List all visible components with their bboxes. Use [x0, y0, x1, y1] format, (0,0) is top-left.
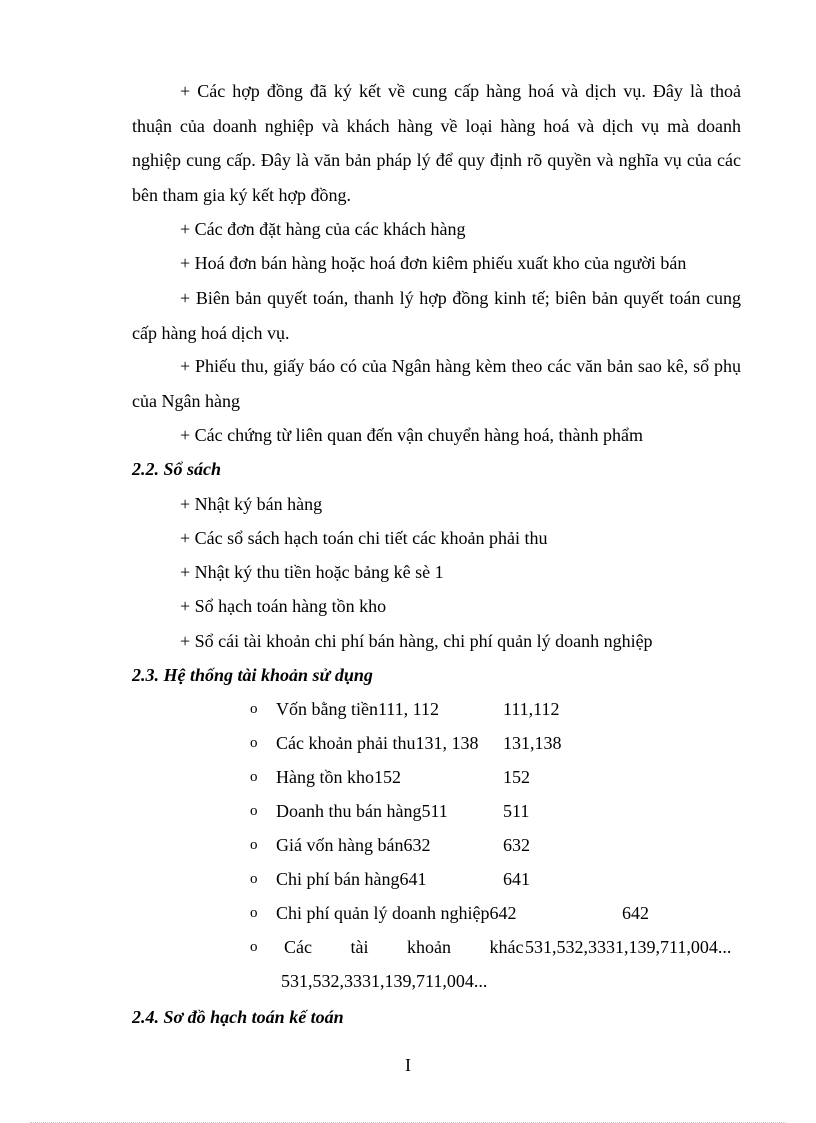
- circle-bullet-icon: o: [250, 735, 258, 751]
- account-code: 632: [503, 835, 530, 855]
- account-code: 642: [622, 903, 649, 923]
- account-label: Chi phí bán hàng641: [276, 869, 427, 889]
- account-item: [250, 692, 750, 726]
- paragraph-settlement: + Biên bản quyết toán, thanh lý hợp đồng kinh tế; biên bản quyết toán cung cấp hàng hoá dịch vụ.: [132, 288, 741, 343]
- account-item: [250, 828, 750, 862]
- heading-accounts: 2.3. Hệ thống tài khoản sử dụng: [132, 665, 373, 685]
- page-number: I: [405, 1055, 411, 1075]
- account-label: Doanh thu bán hàng511: [276, 801, 448, 821]
- book-item: + Nhật ký thu tiền hoặc bảng kê sè 1: [180, 562, 444, 582]
- account-item: [250, 896, 750, 930]
- account-item: [250, 862, 750, 896]
- book-item: + Các sổ sách hạch toán chi tiết các khoản phải thu: [180, 528, 548, 548]
- circle-bullet-icon: o: [250, 701, 258, 717]
- circle-bullet-icon: o: [250, 769, 258, 785]
- heading-books: 2.2. Sổ sách: [132, 459, 222, 479]
- account-code: 511: [503, 801, 530, 821]
- account-code: 131,138: [503, 733, 562, 753]
- circle-bullet-icon: o: [250, 803, 258, 819]
- paragraph-invoices: + Hoá đơn bán hàng hoặc hoá đơn kiêm phiếu xuất kho của người bán: [180, 253, 687, 273]
- paragraph-receipts: + Phiếu thu, giấy báo có của Ngân hàng kèm theo các văn bản sao kê, sổ phụ của Ngân hàng: [132, 356, 741, 411]
- paragraph-orders: + Các đơn đặt hàng của các khách hàng: [180, 219, 466, 239]
- account-item: [250, 930, 750, 964]
- book-item: + Sổ cái tài khoản chi phí bán hàng, chi phí quản lý doanh nghiệp: [180, 631, 653, 651]
- heading-diagram: 2.4. Sơ đồ hạch toán kế toán: [132, 1007, 344, 1027]
- account-item: [250, 726, 750, 760]
- account-label: Giá vốn hàng bán632: [276, 835, 431, 855]
- account-item: [250, 794, 750, 828]
- account-code: 641: [503, 869, 530, 889]
- account-label: Hàng tồn kho152: [276, 767, 401, 787]
- account-code-continuation: 531,532,3331,139,711,004...: [281, 971, 488, 991]
- account-label: Các tài khoản khác: [284, 937, 524, 957]
- book-item: + Nhật ký bán hàng: [180, 494, 323, 514]
- circle-bullet-icon: o: [250, 939, 258, 955]
- book-item: + Sổ hạch toán hàng tồn kho: [180, 596, 387, 616]
- account-code: 531,532,3331,139,711,004...: [525, 937, 732, 957]
- circle-bullet-icon: o: [250, 871, 258, 887]
- account-code: 152: [503, 767, 530, 787]
- paragraph-contracts: + Các hợp đồng đã ký kết về cung cấp hàng hoá và dịch vụ. Đây là thoả thuận của doanh nghiệp và khách hàng về loại hàng hoá và dịch vụ mà doanh nghiệp cung cấp. Đây là văn bản pháp lý để quy định rõ quyền và nghĩa vụ của các bên tham gia ký kết hợp đồng.: [132, 81, 741, 205]
- circle-bullet-icon: o: [250, 837, 258, 853]
- paragraph-transport: + Các chứng từ liên quan đến vận chuyển hàng hoá, thành phẩm: [180, 425, 644, 445]
- account-label: Vốn bằng tiền111, 112: [276, 699, 439, 719]
- account-code: 111,112: [503, 699, 560, 719]
- account-item: [250, 760, 750, 794]
- account-label: Các khoản phải thu131, 138: [276, 733, 479, 753]
- circle-bullet-icon: o: [250, 905, 258, 921]
- account-label: Chi phí quản lý doanh nghiệp642: [276, 903, 517, 923]
